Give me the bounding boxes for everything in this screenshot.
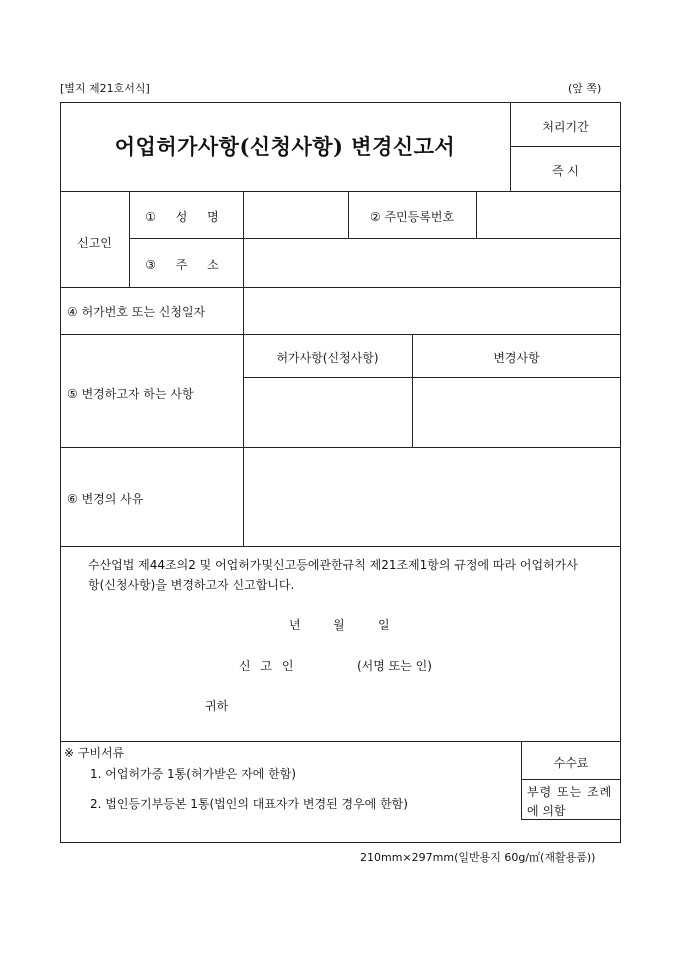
date-month: 월 bbox=[333, 618, 345, 632]
documents-header: ※ 구비서류 bbox=[64, 746, 125, 760]
fee-value-line-1: 부령 또는 조례 bbox=[527, 785, 613, 799]
change-items-label: ⑤ 변경하고자 하는 사항 bbox=[67, 387, 194, 401]
change-reason-field[interactable] bbox=[243, 448, 621, 545]
paper-spec: 210mm×297mm(일반용지 60g/㎡(재활용품)) bbox=[360, 851, 596, 864]
permit-number-field[interactable] bbox=[243, 291, 621, 331]
address-label: ③ 주 소 bbox=[145, 258, 227, 272]
declaration-line-2: 항(신청사항)을 변경하고자 신고합니다. bbox=[88, 578, 295, 592]
change-reason-label: ⑥ 변경의 사유 bbox=[67, 492, 144, 506]
recipient-label: 귀하 bbox=[205, 699, 229, 713]
fee-value-line-2: 에 의함 bbox=[527, 804, 566, 818]
document-item-1: 1. 어업허가증 1통(허가받은 자에 한함) bbox=[90, 767, 296, 781]
form-title: 어업허가사항(신청사항) 변경신고서 bbox=[114, 134, 456, 159]
processing-period-value: 즉 시 bbox=[552, 164, 579, 178]
applicant-label: 신고인 bbox=[77, 236, 112, 250]
permit-items-field[interactable] bbox=[243, 378, 412, 446]
form-number: [별지 제21호서식] bbox=[60, 82, 150, 95]
page-side: (앞 쪽) bbox=[568, 82, 602, 95]
changed-items-header: 변경사항 bbox=[493, 351, 540, 365]
fee-label: 수수료 bbox=[553, 756, 589, 770]
name-label: ① 성 명 bbox=[145, 210, 227, 224]
date-day: 일 bbox=[378, 618, 390, 632]
name-field[interactable] bbox=[243, 196, 348, 234]
resident-number-field[interactable] bbox=[476, 196, 621, 234]
permit-items-header: 허가사항(신청사항) bbox=[276, 351, 379, 365]
resident-number-label: ② 주민등록번호 bbox=[369, 210, 455, 224]
address-field[interactable] bbox=[243, 242, 621, 284]
document-item-2: 2. 법인등기부등본 1통(법인의 대표자가 변경된 경우에 한함) bbox=[90, 797, 408, 811]
changed-items-field[interactable] bbox=[412, 378, 621, 446]
signature-applicant-label: 신 고 인 bbox=[239, 659, 297, 673]
declaration-line-1: 수산업법 제44조의2 및 어업허가및신고등에관한규칙 제21조제1항의 규정에 따라 어업허가사 bbox=[88, 558, 578, 572]
permit-number-label: ④ 허가번호 또는 신청일자 bbox=[67, 305, 206, 319]
signature-hint: (서명 또는 인) bbox=[357, 659, 432, 673]
processing-period-label: 처리기간 bbox=[542, 120, 589, 134]
date-year: 년 bbox=[289, 618, 301, 632]
